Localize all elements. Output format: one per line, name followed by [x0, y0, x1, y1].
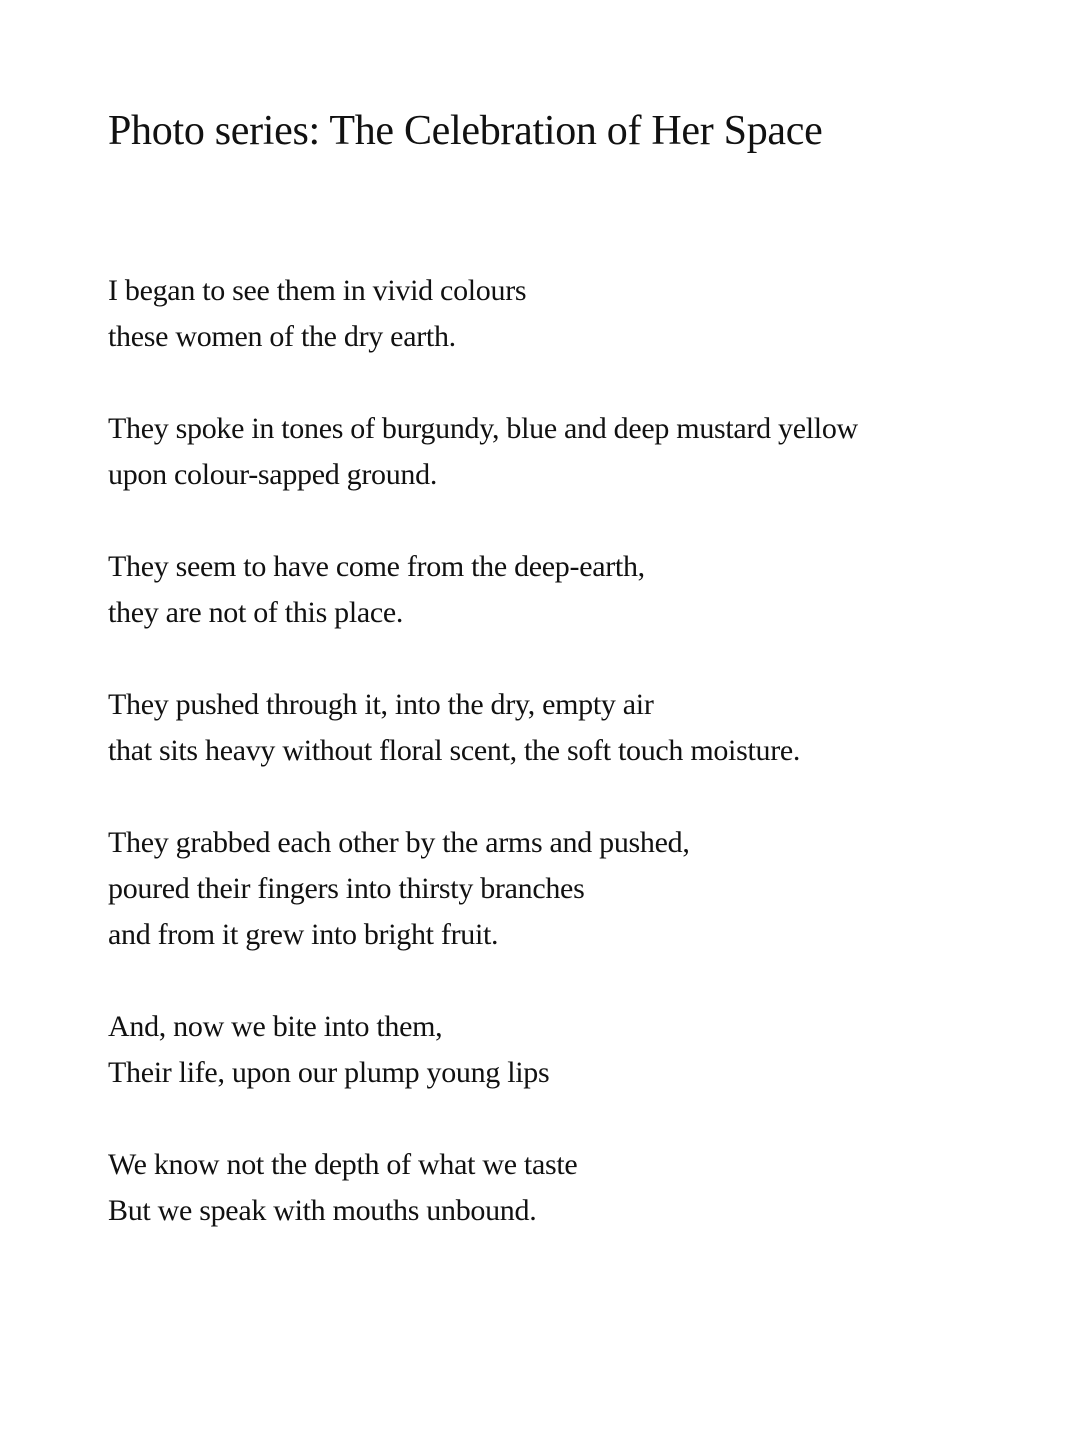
poem-line: that sits heavy without floral scent, the soft touch moisture. [108, 734, 801, 767]
poem-line: They grabbed each other by the arms and pushed, [108, 826, 690, 859]
stanza-2 [108, 406, 1008, 498]
poem-body [108, 268, 1008, 1280]
stanza-1 [108, 268, 1008, 360]
poem-line: they are not of this place. [108, 596, 404, 629]
poem-line: Their life, upon our plump young lips [108, 1056, 550, 1089]
stanza-5 [108, 820, 1008, 958]
poem-line: And, now we bite into them, [108, 1010, 443, 1043]
poem-line: I began to see them in vivid colours [108, 274, 527, 307]
poem-line: They spoke in tones of burgundy, blue and deep mustard yellow [108, 412, 858, 445]
stanza-4 [108, 682, 1008, 774]
poem-line: But we speak with mouths unbound. [108, 1194, 537, 1227]
stanza-3 [108, 544, 1008, 636]
poem-line: They pushed through it, into the dry, empty air [108, 688, 654, 721]
poem-line: these women of the dry earth. [108, 320, 456, 353]
page-title: Photo series: The Celebration of Her Space [108, 108, 823, 154]
poem-line: poured their fingers into thirsty branches [108, 872, 585, 905]
poem-line: and from it grew into bright fruit. [108, 918, 499, 951]
stanza-6 [108, 1004, 1008, 1096]
poem-line: They seem to have come from the deep-earth, [108, 550, 645, 583]
stanza-7 [108, 1142, 1008, 1234]
poem-line: upon colour-sapped ground. [108, 458, 438, 491]
poem-line: We know not the depth of what we taste [108, 1148, 578, 1181]
